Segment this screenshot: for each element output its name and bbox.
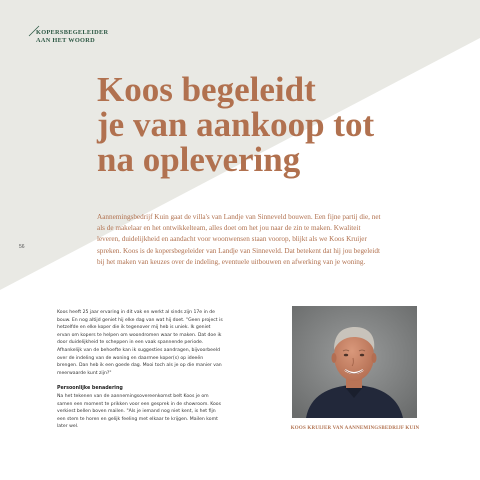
article-body: [57, 309, 225, 439]
page-number: 56: [19, 244, 25, 250]
page-title: [97, 72, 427, 177]
header-line-2: AAN HET WOORD: [36, 37, 95, 44]
portrait-illustration: [292, 306, 417, 418]
body-subheading: Persoonlijke benadering: [57, 386, 123, 392]
intro-paragraph: Aannemingsbedrijf Kuin gaat de villa's van Landje van Sinneveld bouwen. Een fijne partij die, net als de makelaar en het ontwikkelteam, alles doet om het jou naar de zin te maken. Kwaliteit leveren, duidelijkheid en aandacht voor woonwensen staan voorop, blijkt als we Koos Kruijer spreken. Koos is de kopersbegeleider van Landje van Sinneveld. Dat betekent dat hij jou begeleidt bij het maken van keuzes over de indeling, eventuele uitbouwen en afwerking van je woning.: [97, 213, 381, 266]
portrait-photo: [292, 306, 417, 418]
body-paragraph-1: Koos heeft 25 jaar ervaring in dit vak en werkt al sinds zijn 17e in de bouw. En nog altijd geniet hij elke dag van wat hij doet. "Geen project is hetzelfde en elke koper die ik tegenover mij heb is uniek. Ik geniet ervan om kopers te helpen om woondromen waar te maken. Dat doe ik door duidelijkheid te scheppen in een vaak spannende periode. Afhankelijk van de behoefte kan ik suggesties aandragen, bijvoorbeeld over de indeling van de woning en daarmee koper(s) op ideeën brengen. Dan heb ik een goede dag. Mooi toch als je op die manier van meerwaarde kunt zijn?": [57, 310, 223, 376]
title-line-1: Koos begeleidt: [97, 70, 316, 109]
body-paragraph-2: Na het tekenen van de aannemingsovereenkomst belt Koos je om samen een moment te prikken voor een gesprek in de showroom. Koos verkiest bellen boven mailen. "Als je iemand nog niet kent, is het fijn een stem te horen en gelijk feeling met elkaar te krijgen. Mailen komt later wel.: [57, 393, 222, 430]
title-line-3: na oplevering: [97, 140, 301, 179]
section-header: [36, 29, 156, 45]
title-line-2: je van aankoop tot: [97, 105, 375, 144]
photo-caption: KOOS KRUIJER VAN AANNEMINGSBEDRIJF KUIN: [290, 426, 420, 431]
corner-rule-icon: [28, 25, 40, 37]
header-line-1: KOPERSBEGELEIDER: [36, 29, 109, 36]
